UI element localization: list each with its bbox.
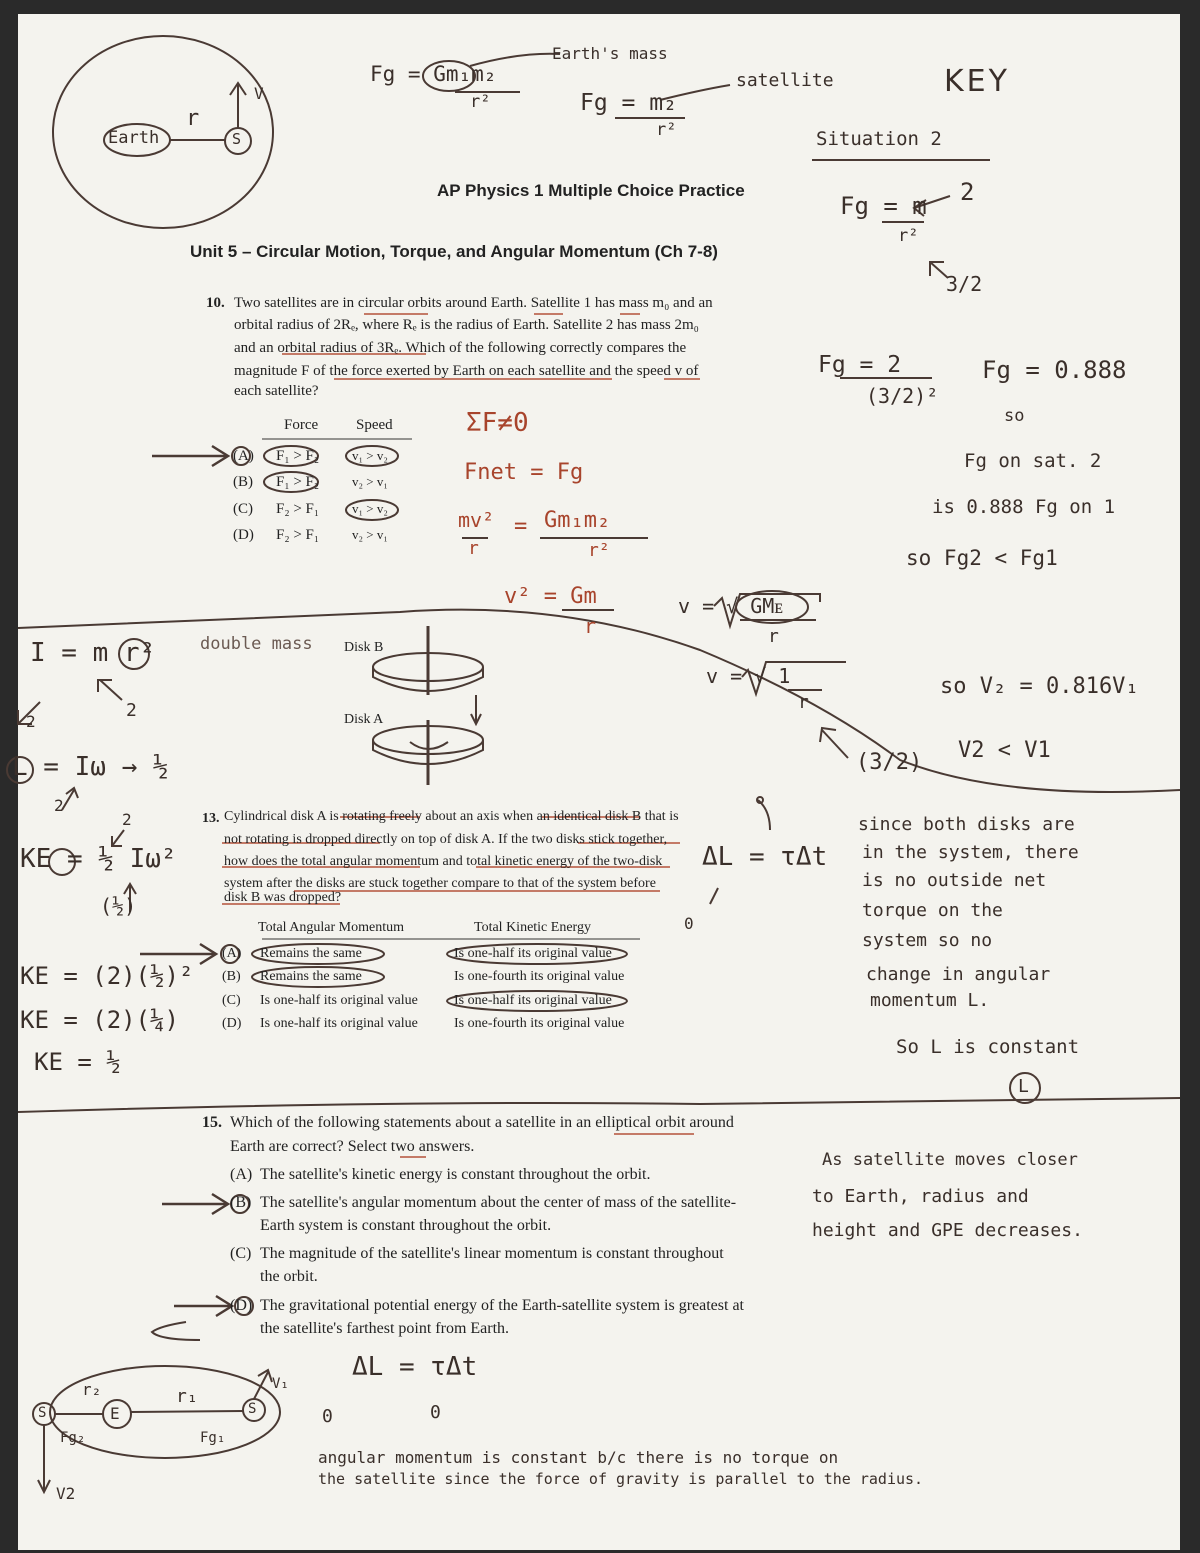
q10-option-speed: v₁ > v₂ <box>352 448 388 463</box>
fg-ratio-den: (3/2)² <box>866 384 939 408</box>
q10-option-letter[interactable]: (B) <box>233 474 253 490</box>
r1-line <box>131 1411 243 1412</box>
since-line: since both disks are <box>858 814 1075 835</box>
two-label: 2 <box>960 178 975 206</box>
q15-line: Which of the following statements about a satellite in an elliptical orbit around <box>230 1114 734 1131</box>
since-line: torque on the <box>862 900 1003 921</box>
q15-option-letter[interactable]: (B) <box>230 1194 252 1211</box>
section-divider-2 <box>18 1098 1180 1112</box>
q13-number: 13. <box>202 811 220 826</box>
fg2-label: Fg₂ <box>60 1430 86 1446</box>
fg-on-sat2: Fg on sat. 2 <box>964 450 1102 472</box>
fg-formula-1: Fg = Gm₁m₂ <box>370 62 497 86</box>
since-line: is no outside net <box>862 870 1047 891</box>
ke-step-2: KE = (2)(¼) <box>20 1006 179 1034</box>
e-label: E <box>110 1404 120 1423</box>
q13-option-angular: Remains the same <box>260 969 362 984</box>
two-c: 2 <box>54 796 64 815</box>
q10-line: orbital radius of 2Rₑ, where Rₑ is the radius of Earth. Satellite 2 has mass 2m₀ <box>234 317 699 333</box>
q13-line: system after the disks are stuck together compare to that of the system before <box>224 876 656 891</box>
fnet-eq: Fnet = Fg <box>464 460 584 485</box>
zero-b: 0 <box>430 1402 441 1423</box>
q10-option-force: F₁ > F₂ <box>276 474 320 490</box>
since-line: momentum L. <box>870 990 990 1011</box>
q13-line: how does the total angular momentum and total kinetic energy of the two-disk <box>224 854 663 869</box>
q13-option-angular: Is one-half its original value <box>260 993 418 1008</box>
q15-option-text: The magnitude of the satellite's linear momentum is constant throughout <box>260 1245 724 1262</box>
r2-label: r₂ <box>82 1380 102 1399</box>
q10-option-force: F₁ > F₂ <box>276 448 320 464</box>
half-note: (½) <box>100 894 137 918</box>
since-line: in the system, there <box>862 842 1079 863</box>
q15-option-letter[interactable]: (D) <box>230 1297 253 1314</box>
s-far-label: S <box>248 1401 257 1417</box>
two-d: 2 <box>122 810 132 829</box>
section-divider-1 <box>18 610 1180 792</box>
zero-a: 0 <box>322 1406 333 1427</box>
q15-option-text: the satellite's farthest point from Earth. <box>260 1320 510 1337</box>
q13-line: Cylindrical disk A is rotating freely about an axis when an identical disk B that is <box>224 809 679 824</box>
earth-label: Earth <box>108 128 160 148</box>
col-kinetic: Total Kinetic Energy <box>474 920 591 935</box>
q15-option-text: The satellite's kinetic energy is constant throughout the orbit. <box>260 1166 651 1183</box>
i-eq: I = m r² <box>30 638 156 668</box>
v2-eq: v² = Gm <box>504 584 597 609</box>
q13-option-letter[interactable]: (A) <box>222 946 242 961</box>
q15-option-text: The gravitational potential energy of the Earth-satellite system is greatest at <box>260 1297 744 1314</box>
gm1m2: Gm₁m₂ <box>544 508 611 533</box>
dl-eq-q13: ΔL = τΔt <box>702 842 828 872</box>
so-fg: so Fg2 < Fg1 <box>906 546 1058 570</box>
l-circle-label: L <box>1018 1076 1029 1097</box>
q15-line: Earth are correct? Select two answers. <box>230 1138 475 1155</box>
three-halves-top: 3/2 <box>946 272 983 296</box>
q10-number: 10. <box>206 295 225 311</box>
as-line: As satellite moves closer <box>822 1150 1078 1170</box>
v-sqrt: v = √ GMᴇ <box>678 594 784 618</box>
satellite-note: satellite <box>736 70 834 91</box>
q15-option-letter[interactable]: (C) <box>230 1245 252 1262</box>
col-speed: Speed <box>356 417 393 433</box>
fg-den-1: r² <box>470 92 491 112</box>
v1-label: V₁ <box>272 1376 289 1392</box>
fg-m: Fg = m <box>840 192 927 220</box>
sum-f: ΣF≠0 <box>466 408 529 438</box>
q10-option-force: F₂ > F₁ <box>276 527 320 543</box>
q13-option-letter[interactable]: (D) <box>222 1016 242 1031</box>
q10-line: Two satellites are in circular orbits around Earth. Satellite 1 has mass m₀ and an <box>234 295 713 311</box>
v2-lt-v1: V2 < V1 <box>958 738 1051 763</box>
fg-m-den: r² <box>898 226 919 246</box>
fg1-label: Fg₁ <box>200 1430 226 1446</box>
q10-option-force: F₂ > F₁ <box>276 501 320 517</box>
fg-formula-2: Fg = m₂ <box>580 90 677 116</box>
q10-option-letter[interactable]: (A) <box>233 448 254 464</box>
bottom-line: angular momentum is constant b/c there is no torque on <box>318 1448 839 1467</box>
r-label: r <box>186 106 200 131</box>
s-near-label: S <box>38 1405 47 1421</box>
fg-ratio: Fg = 2 <box>818 352 902 378</box>
q15-number: 15. <box>202 1114 222 1131</box>
as-line: height and GPE decreases. <box>812 1220 1083 1241</box>
ke-step-1: KE = (2)(½)² <box>20 962 194 990</box>
v-prop: v = √ 1 <box>706 664 791 688</box>
dl-dot <box>757 797 763 803</box>
q15-option-text: Earth system is constant throughout the orbit. <box>260 1217 552 1234</box>
disk-b-label: Disk B <box>344 640 384 655</box>
v-sqrt-den: r <box>768 626 779 647</box>
q10-line: magnitude F of the force exerted by Earth on each satellite and the speed v of <box>234 363 699 379</box>
q10-option-speed: v₂ > v₁ <box>352 527 388 542</box>
situation-label: Situation 2 <box>816 128 942 150</box>
eq-sign: = <box>514 514 528 539</box>
ke-eq: KE = ½ Iω² <box>20 844 177 874</box>
q10-option-letter[interactable]: (C) <box>233 501 253 517</box>
col-force: Force <box>284 417 319 433</box>
key-label: KEY <box>944 64 1010 99</box>
unit-title: Unit 5 – Circular Motion, Torque, and Angular Momentum (Ch 7-8) <box>190 242 718 261</box>
q13-line: disk B was dropped? <box>224 890 342 905</box>
two-b: 2 <box>126 700 137 721</box>
q13-option-angular: Is one-half its original value <box>260 1016 418 1031</box>
q10-option-speed: v₂ > v₁ <box>352 474 388 489</box>
v2-label: V2 <box>56 1484 76 1503</box>
zero-q13: 0 <box>684 914 694 933</box>
q10-option-letter[interactable]: (D) <box>233 527 254 543</box>
q10-line: each satellite? <box>234 383 319 399</box>
r1-label: r₁ <box>176 1386 198 1407</box>
so-word: so <box>1004 406 1025 426</box>
q13-option-kinetic: Is one-fourth its original value <box>454 1016 625 1031</box>
v-label: V <box>254 84 264 103</box>
e-arrow <box>152 1322 200 1340</box>
fg-value: Fg = 0.888 <box>982 356 1127 384</box>
q13-option-letter[interactable]: (C) <box>222 993 241 1008</box>
q13-option-kinetic: Is one-half its original value <box>454 993 612 1008</box>
r2-den: r² <box>588 540 610 561</box>
so-v2: so V₂ = 0.816V₁ <box>940 674 1139 699</box>
q13-line: not rotating is dropped directly on top of disk A. If the two disks stick together, <box>224 832 668 847</box>
q15-option-text: The satellite's angular momentum about the center of mass of the satellite- <box>260 1194 737 1211</box>
dl-curve <box>758 800 770 830</box>
so-l-constant: So L is constant <box>896 1036 1080 1058</box>
arrow-left-mid <box>62 788 78 810</box>
v-den: r <box>584 614 597 638</box>
since-line: system so no <box>862 930 993 951</box>
fg-den-2: r² <box>656 120 677 140</box>
earths-mass: Earth's mass <box>552 44 668 63</box>
col-angular: Total Angular Momentum <box>258 920 405 935</box>
mv2: mv² <box>458 508 495 532</box>
two-a: 2 <box>26 712 36 731</box>
double-mass: double mass <box>200 634 313 654</box>
arrow-left-up <box>98 680 122 700</box>
q13-option-kinetic: Is one-fourth its original value <box>454 969 625 984</box>
q13-option-angular: Remains the same <box>260 946 362 961</box>
s-label: S <box>232 130 242 148</box>
v-prop-den: r <box>798 692 809 713</box>
disk-a-label: Disk A <box>344 712 384 727</box>
q15-option-letter[interactable]: (A) <box>230 1166 253 1183</box>
pointer-three-halves <box>822 730 848 758</box>
three-halves-v: (3/2) <box>856 750 923 775</box>
q15-option-text: the orbit. <box>260 1268 318 1285</box>
dl-eq-q15: ΔL = τΔt <box>352 1352 478 1382</box>
q13-option-letter[interactable]: (B) <box>222 969 241 984</box>
since-line: change in angular <box>866 964 1051 985</box>
is-0888: is 0.888 Fg on 1 <box>932 496 1116 518</box>
bottom-line: the satellite since the force of gravity is parallel to the radius. <box>318 1470 924 1488</box>
ke-step-3: KE = ½ <box>34 1048 121 1076</box>
dl-slash <box>710 888 718 904</box>
worksheet-subtitle: AP Physics 1 Multiple Choice Practice <box>437 181 745 200</box>
q13-option-kinetic: Is one-half its original value <box>454 946 612 961</box>
q10-option-speed: v₁ > v₂ <box>352 501 388 516</box>
l-eq: L = Iω → ½ <box>12 752 169 782</box>
r-den: r <box>468 538 479 559</box>
q10-line: and an orbital radius of 3Rₑ. Which of the following correctly compares the <box>234 340 687 356</box>
as-line: to Earth, radius and <box>812 1186 1029 1207</box>
